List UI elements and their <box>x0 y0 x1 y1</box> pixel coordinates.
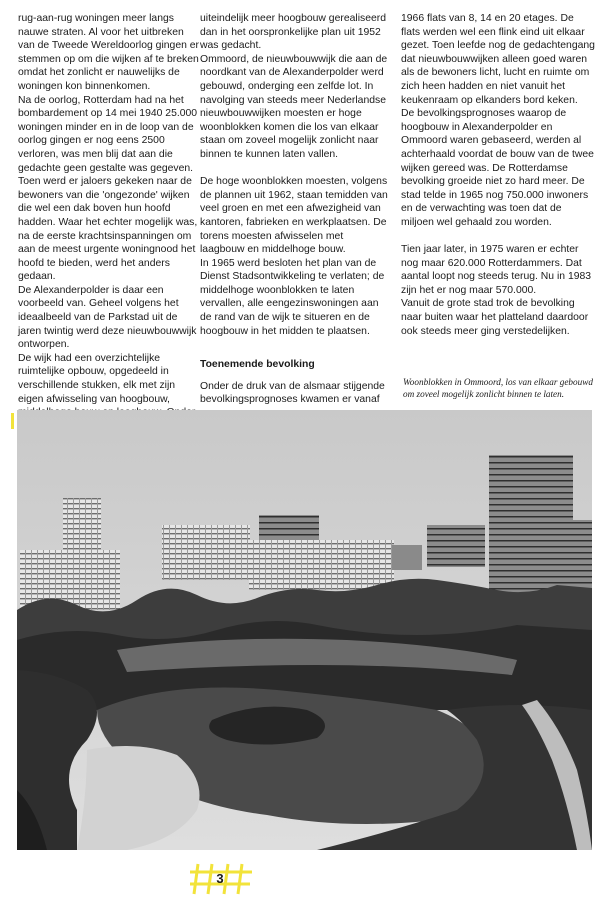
page-number: 3 <box>216 871 224 886</box>
yellow-margin-mark <box>11 413 14 429</box>
page-number-badge <box>190 860 254 896</box>
paragraph: Na de oorlog, Rotterdam had na het bombardement op 14 mei 1940 25.000 woningen minder en in de loop van de oorlog gingen er nog eens 2500 verloren, was men blij dat aan die gedachte geen gestalte was gegeven. <box>18 94 198 174</box>
text-column-3 <box>401 12 595 338</box>
ommoord-photo <box>17 410 592 850</box>
section-heading: Toenemende bevolking <box>200 359 315 371</box>
paragraph: Ommoord, de nieuwbouwwijk die aan de noordkant van de Alexanderpolder werd gebouwd, onderging een zelfde lot. In navolging van steeds meer Nederlandse nieuwbouwwijken moesten er hoge woonblokken komen die los van elkaar staan om zoveel mogelijk zonlicht naar binnen te kunnen laten vallen. <box>200 53 388 160</box>
paragraph: De hoge woonblokken moesten, volgens de plannen uit 1962, staan temidden van veel groen en met een afwezigheid van kantoren, fabrieken en werkplaatsen. De torens moesten afwisselen met laagbouw en middelhoge bouw. <box>200 176 388 256</box>
paragraph: De wijk had een overzichtelijke ruimtelijke opbouw, opgedeeld in verschillende stukken, elk met zijn eigen afwisseling van hoogbouw, <box>18 352 176 405</box>
paragraph: Onder de druk van de alsmaar stijgende bevolkingsprognoses kwamen er vanaf <box>200 380 385 406</box>
paragraph: De Alexanderpolder is daar een voorbeeld van. Geheel volgens het ideaalbeeld van de Parkstad uit de jaren twintig werd deze nieuwbouwwijk ontworpen. <box>18 284 197 351</box>
paragraph: uiteindelijk meer hoogbouw gerealiseerd dan in het oorspronkelijke plan uit 1952 was gedacht. <box>200 13 386 52</box>
text-column-2 <box>200 12 390 407</box>
paragraph: In 1965 werd besloten het plan van de Dienst Stadsontwikkeling te verlaten; de middelhoge woonblokken te laten vervallen, alle eengezinswoningen aan de rand van de wijk te situeren en de hoogbouw in het midden te plaatsen. <box>200 257 385 337</box>
paragraph: Tien jaar later, in 1975 waren er echter nog maar 620.000 Rotterdammers. Dat aantal loopt nog steeds terug. Nu in 1983 zijn het er nog maar 570.000. <box>401 244 592 296</box>
paragraph: rug-aan-rug woningen meer langs nauwe straten. Al voor het uitbreken van de Tweede Wereldoorlog gingen er stemmen op om die wijken af te breken omdat het zonlicht er nauwelijks de woningen kon binnenkomen. <box>18 13 199 92</box>
paragraph: Toen werd er jaloers gekeken naar de bewoners van die 'ongezonde' wijken die wel een dak boven hun hoofd hadden. Waar het echter mogelijk was, na de eerste krachtsinspanningen om aan de meest urgente woningnood het hoofd te bieden, werd het anders gedaan. <box>18 176 198 283</box>
paragraph: De bevolkingsprognoses waarop de hoogbouw in Alexanderpolder en Ommoord waren gebaseerd, werden al achterhaald voordat de bouw van de twee wijken gereed was. De Rotterdamse bevolking groeide niet zo hard meer. De stad telde in 1965 nog 750.000 inwoners en de verwachting was toen dat de miljoen wel gehaald zou worden. <box>401 108 594 228</box>
paragraph: 1966 flats van 8, 14 en 20 etages. De flats werden wel een flink eind uit elkaar gezet. Toen leefde nog de gedachtengang dat nieuwbouwwijken alleen goed waren als de bewoners licht, lucht en ruimte om zich heen hadden en niet vanuit het keukenraam op elkanders bord keken. <box>401 13 595 106</box>
photo-caption: Woonblokken in Ommoord, los van elkaar gebouwd om zoveel mogelijk zonlicht binnen te laten. <box>403 377 593 399</box>
text-column-1 <box>18 12 201 461</box>
paragraph: Vanuit de grote stad trok de bevolking naar buiten waar het platteland daardoor ook steeds meer ging verstedelijken. <box>401 298 589 337</box>
